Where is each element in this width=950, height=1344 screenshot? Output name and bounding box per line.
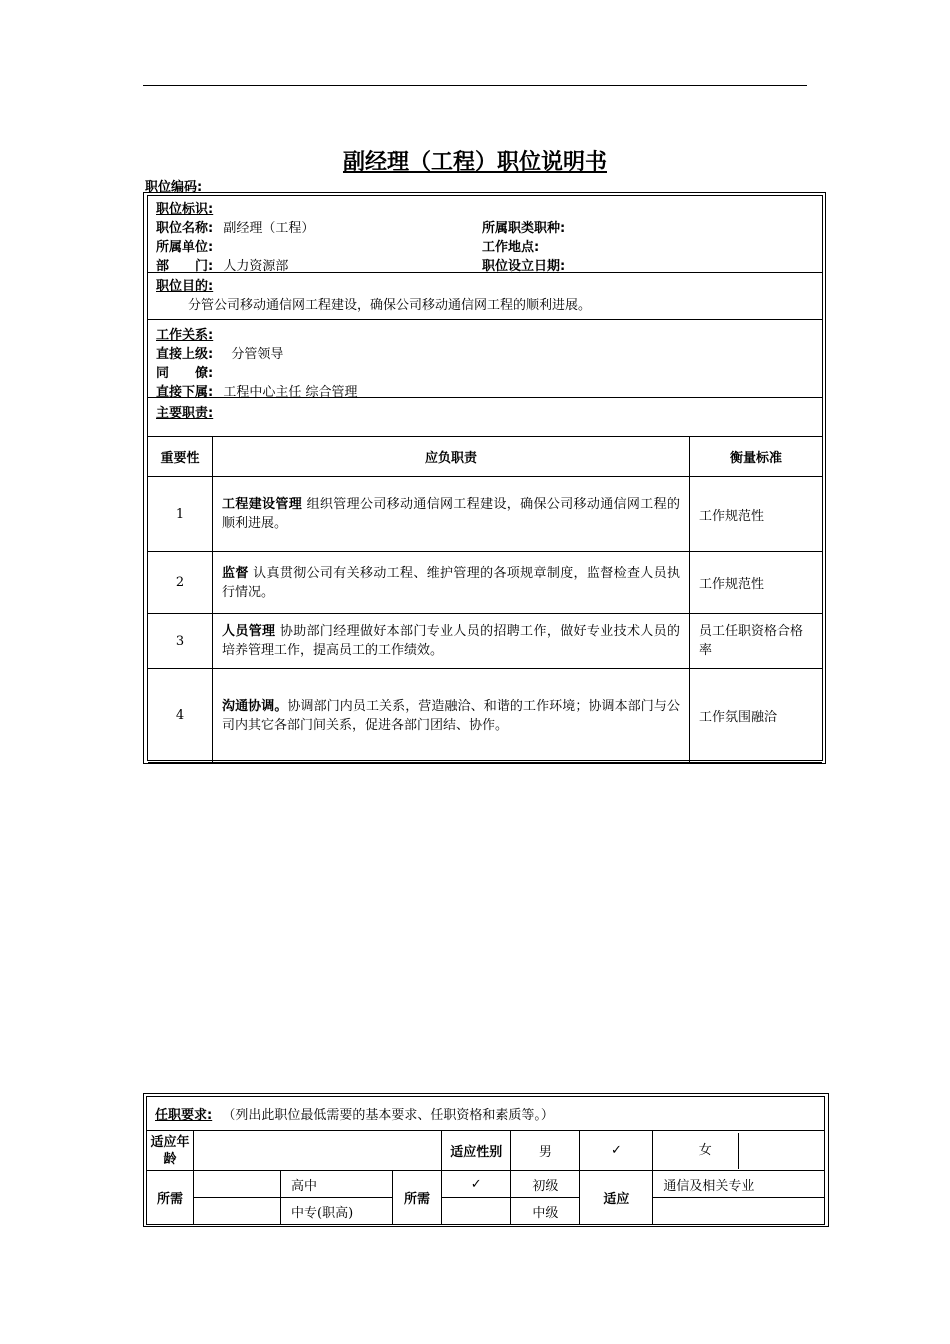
level-blank — [442, 1198, 511, 1225]
duty-cell — [213, 669, 690, 763]
fit-label: 适应 — [580, 1171, 653, 1225]
category-label: 所属职类职种: — [482, 221, 566, 236]
duty-cell — [213, 614, 690, 669]
standard-cell: 员工任职资格合格率 — [690, 614, 823, 669]
establish-date-label: 职位设立日期: — [482, 259, 566, 274]
row-number: 2 — [148, 552, 213, 614]
duty-title: 人员管理 — [222, 624, 276, 639]
superior-value: 分管领导 — [231, 347, 284, 362]
row-number: 3 — [148, 614, 213, 669]
requirements-heading: 任职要求: — [155, 1108, 213, 1123]
requirements-note: （列出此职位最低需要的基本要求、任职资格和素质等。） — [222, 1108, 554, 1123]
standard-header: 衡量标准 — [690, 437, 823, 477]
table-row — [148, 614, 822, 669]
row-number: 4 — [148, 669, 213, 763]
male-check: ✓ — [580, 1131, 653, 1171]
education-blank-1 — [194, 1171, 281, 1198]
requirements-frame — [143, 1093, 829, 1227]
duties-heading: 主要职责: — [156, 406, 214, 421]
location-label: 工作地点: — [482, 240, 540, 255]
duty-header: 应负职责 — [213, 437, 690, 477]
table-row — [148, 552, 822, 614]
major-value: 通信及相关专业 — [653, 1171, 825, 1198]
education-blank-2 — [194, 1198, 281, 1225]
superior-label: 直接上级: — [156, 347, 214, 362]
department-value: 人力资源部 — [223, 259, 289, 274]
standard-cell: 工作规范性 — [690, 477, 823, 552]
purpose-text: 分管公司移动通信网工程建设，确保公司移动通信网工程的顺利进展。 — [188, 298, 592, 313]
male-option: 男 — [511, 1131, 580, 1171]
department-row — [156, 255, 288, 274]
department-label: 部 门: — [156, 259, 214, 274]
education-row-2 — [147, 1198, 825, 1225]
duty-title: 工程建设管理 — [222, 497, 303, 512]
age-value — [194, 1131, 442, 1171]
duty-text: 认真贯彻公司有关移动工程、维护管理的各项规章制度，监督检查人员执行情况。 — [222, 565, 680, 600]
subordinate-label: 直接下属: — [156, 385, 214, 400]
requirements-heading-row — [147, 1097, 825, 1131]
level-check: ✓ — [442, 1171, 511, 1198]
level-middle: 中级 — [511, 1198, 580, 1225]
position-table — [147, 195, 823, 761]
identification-heading: 职位标识: — [156, 202, 214, 217]
position-code-label: 职位编码: — [145, 180, 203, 195]
standard-cell: 工作氛围融洽 — [690, 669, 823, 763]
importance-header: 重要性 — [148, 437, 213, 477]
identification-section — [148, 196, 822, 273]
duties-header-row — [148, 437, 822, 477]
purpose-section — [148, 273, 822, 320]
duty-cell — [213, 552, 690, 614]
position-name-row — [156, 217, 314, 236]
position-name-label: 职位名称: — [156, 221, 214, 236]
education-vocational: 中专(职高) — [281, 1198, 393, 1225]
female-label: 女 — [698, 1143, 712, 1158]
superior-row — [156, 343, 283, 362]
need-label: 所需 — [147, 1171, 194, 1225]
relations-heading: 工作关系: — [156, 328, 214, 343]
duty-title: 监督 — [222, 565, 249, 581]
table-row — [148, 669, 822, 763]
relations-section — [148, 320, 822, 398]
position-name-value: 副经理（工程） — [223, 221, 315, 236]
duties-table — [148, 436, 822, 763]
gender-label: 适应性别 — [442, 1131, 511, 1171]
subordinate-value: 工程中心主任 综合管理 — [223, 385, 358, 400]
duty-text: 组织管理公司移动通信网工程建设，确保公司移动通信网工程的顺利进展。 — [222, 497, 680, 531]
major-blank — [653, 1198, 825, 1225]
duties-heading-section — [148, 398, 822, 436]
female-check-cell — [738, 1133, 805, 1169]
header-rule — [143, 85, 807, 86]
age-gender-row — [147, 1131, 825, 1171]
peer-label: 同 僚: — [156, 366, 214, 381]
female-option — [653, 1131, 825, 1171]
document-title: 副经理（工程）职位说明书 — [342, 150, 607, 175]
requirements-table — [146, 1096, 825, 1225]
standard-cell: 工作规范性 — [690, 552, 823, 614]
row-number: 1 — [148, 477, 213, 552]
duty-text: 协调部门内员工关系，营造融洽、和谐的工作环境；协调本部门与公司内其它各部门间关系，促进各部门团结、协作。 — [222, 698, 680, 733]
table-row — [148, 477, 822, 552]
purpose-heading: 职位目的: — [156, 279, 214, 294]
requirements-heading-cell — [147, 1097, 825, 1131]
duty-cell — [213, 477, 690, 552]
duty-title: 沟通协调。 — [222, 698, 288, 714]
education-row-1 — [147, 1171, 825, 1198]
age-label: 适应年龄 — [147, 1131, 194, 1171]
education-high-school: 高中 — [281, 1171, 393, 1198]
unit-label: 所属单位: — [156, 240, 214, 255]
need-label-2: 所需 — [393, 1171, 442, 1225]
duty-text: 协助部门经理做好本部门专业人员的招聘工作，做好专业技术人员的培养管理工作，提高员工的工作绩效。 — [222, 624, 680, 658]
level-junior: 初级 — [511, 1171, 580, 1198]
